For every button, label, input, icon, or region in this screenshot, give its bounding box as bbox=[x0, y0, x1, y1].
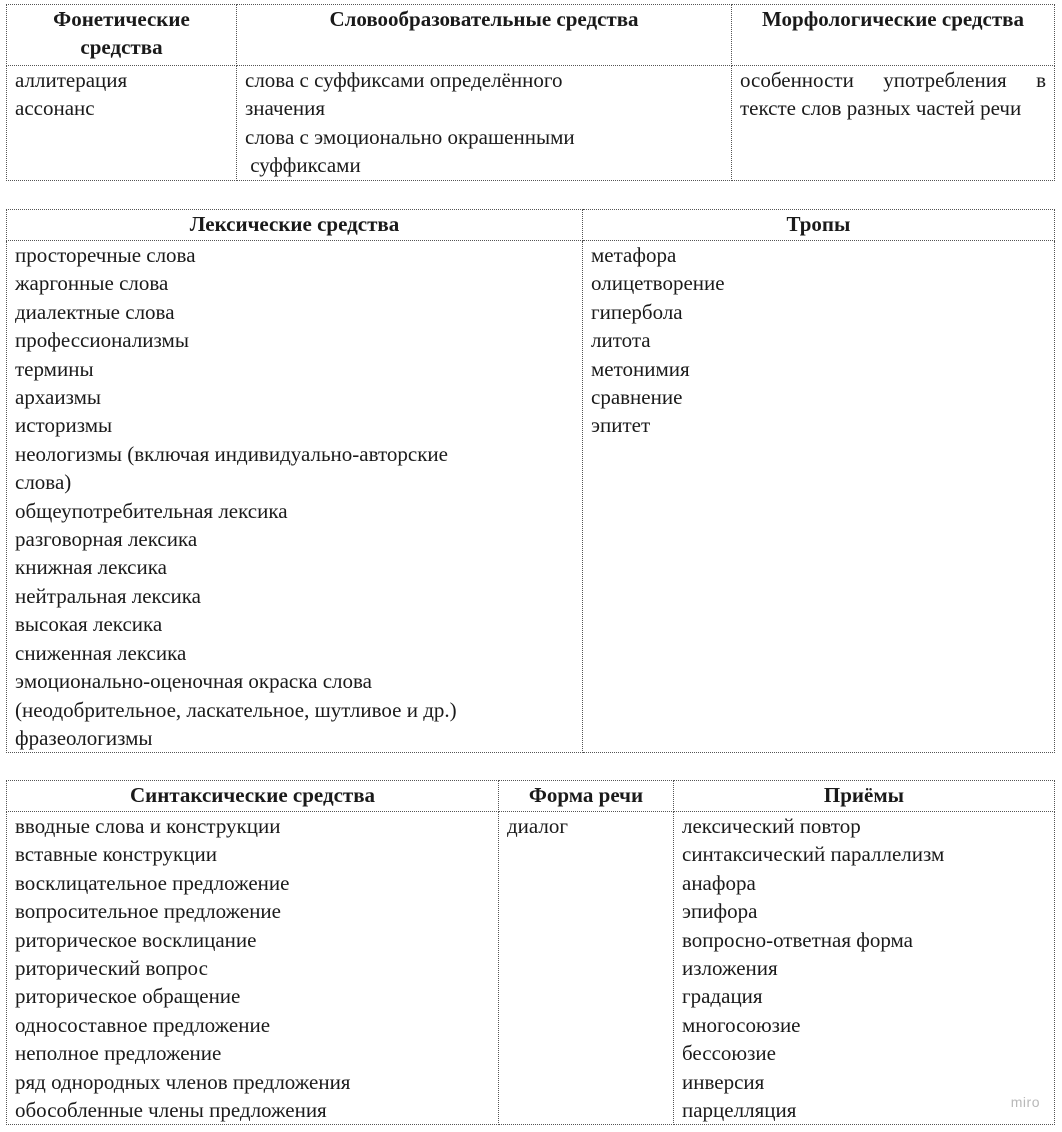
cell-techniques-list bbox=[674, 812, 1055, 1125]
list-item: жаргонные слова bbox=[15, 271, 169, 296]
list-item: односоставное предложение bbox=[15, 1012, 271, 1037]
cell-speech-form-list bbox=[499, 812, 674, 1125]
list-item: вставные конструкции bbox=[15, 842, 217, 867]
list-item: многосоюзие bbox=[682, 1012, 801, 1037]
list-item: восклицательное предложение bbox=[15, 870, 290, 895]
miro-watermark: miro bbox=[1010, 1094, 1040, 1110]
list-item: ряд однородных членов предложения bbox=[15, 1069, 351, 1094]
list-item: анафора bbox=[682, 870, 756, 895]
list-item: литота bbox=[591, 328, 651, 353]
table-row bbox=[7, 66, 1055, 181]
list-item: гипербола bbox=[591, 299, 683, 324]
list-item: диалектные слова bbox=[15, 299, 175, 324]
list-item: вопросительное предложение bbox=[15, 899, 281, 924]
list-item: риторическое обращение bbox=[15, 984, 241, 1009]
list-item: вопросно-ответная форма bbox=[682, 927, 913, 952]
list-item: общеупотребительная лексика bbox=[15, 498, 288, 523]
list-item: слова с эмоционально окрашенными bbox=[245, 124, 575, 149]
list-item: риторическое восклицание bbox=[15, 927, 257, 952]
table-lexical-tropes bbox=[6, 209, 1055, 753]
list-item: метафора bbox=[591, 243, 677, 267]
list-item: высокая лексика bbox=[15, 612, 163, 637]
header-syntactic: Синтаксические средства bbox=[7, 781, 499, 812]
list-item: профессионализмы bbox=[15, 328, 189, 353]
header-morphological: Морфологические средства bbox=[732, 5, 1055, 66]
list-item: метонимия bbox=[591, 356, 690, 381]
list-item: риторический вопрос bbox=[15, 956, 208, 981]
list-item: слова) bbox=[15, 470, 72, 495]
list-item: эмоционально-оценочная окраска слова bbox=[15, 669, 372, 694]
list-item: синтаксический параллелизм bbox=[682, 842, 945, 867]
list-item: обособленные члены предложения bbox=[15, 1098, 327, 1123]
header-techniques: Приёмы bbox=[674, 781, 1055, 812]
cell-tropes-list bbox=[583, 241, 1055, 753]
list-item: изложения bbox=[682, 956, 778, 981]
list-item: суффиксами bbox=[245, 153, 361, 178]
list-item: сниженная лексика bbox=[15, 640, 187, 665]
list-item: разговорная лексика bbox=[15, 527, 198, 552]
cell-word-formation bbox=[237, 66, 732, 181]
header-word-formation: Словообразовательные средства bbox=[237, 5, 732, 66]
table-syntactic-speech-techniques bbox=[6, 780, 1055, 1125]
header-lexical: Лексические средства bbox=[7, 210, 583, 241]
cell-syntactic-list bbox=[7, 812, 499, 1125]
table-header-row bbox=[7, 5, 1055, 66]
list-item: диалог bbox=[507, 814, 569, 838]
list-item: инверсия bbox=[682, 1069, 765, 1094]
header-speech-form: Форма речи bbox=[499, 781, 674, 812]
list-item: эпифора bbox=[682, 899, 758, 924]
list-item: книжная лексика bbox=[15, 555, 167, 580]
list-item: неполное предложение bbox=[15, 1041, 222, 1066]
list-item: слова с суффиксами определённого bbox=[245, 68, 563, 92]
table-header-row bbox=[7, 210, 1055, 241]
list-item: историзмы bbox=[15, 413, 113, 438]
list-item: просторечные слова bbox=[15, 243, 196, 267]
list-item: фразеологизмы bbox=[15, 725, 153, 750]
list-item: градация bbox=[682, 984, 763, 1009]
cell-morphological: особенности употребления в тексте слов разных частей речи bbox=[732, 66, 1055, 181]
list-item: аллитерация bbox=[15, 68, 128, 92]
table-row bbox=[7, 812, 1055, 1125]
list-item: сравнение bbox=[591, 385, 683, 410]
list-item: ассонанс bbox=[15, 96, 95, 121]
cell-phonetic bbox=[7, 66, 237, 181]
list-item: нейтральная лексика bbox=[15, 583, 202, 608]
table-row bbox=[7, 241, 1055, 753]
list-item: (неодобрительное, ласкательное, шутливое и др.) bbox=[15, 697, 457, 722]
list-item: неологизмы (включая индивидуально-авторские bbox=[15, 441, 448, 466]
list-item: значения bbox=[245, 96, 326, 121]
list-item: вводные слова и конструкции bbox=[15, 814, 281, 838]
header-phonetic: Фонетические средства bbox=[7, 5, 237, 66]
list-item: парцелляция bbox=[682, 1098, 797, 1123]
list-item: лексический повтор bbox=[682, 814, 861, 838]
list-item: бессоюзие bbox=[682, 1041, 776, 1066]
cell-lexical-list bbox=[7, 241, 583, 753]
list-item: олицетворение bbox=[591, 271, 725, 296]
list-item: эпитет bbox=[591, 413, 651, 438]
header-tropes: Тропы bbox=[583, 210, 1055, 241]
table-header-row bbox=[7, 781, 1055, 812]
list-item: термины bbox=[15, 356, 94, 381]
table-phonetic-wordformation-morphological bbox=[6, 4, 1055, 181]
list-item: архаизмы bbox=[15, 385, 101, 410]
